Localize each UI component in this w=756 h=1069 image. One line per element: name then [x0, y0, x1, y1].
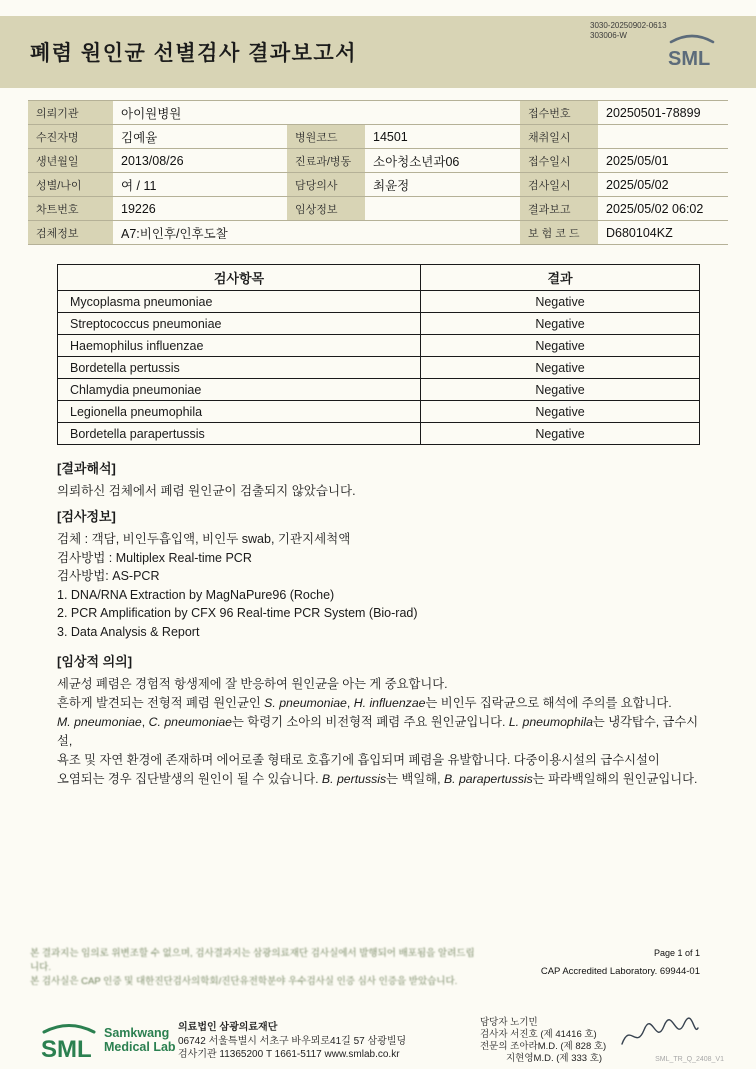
cap-accreditation: CAP Accredited Laboratory. 69944-01	[540, 966, 700, 977]
results-header-row	[58, 265, 700, 291]
staff-manager: 담당자 노기민	[480, 1017, 538, 1028]
section-interpretation	[57, 458, 707, 501]
staff-specialist-1: 전문의 조아라M.D. (제 828 호)	[480, 1041, 607, 1052]
info-value-clinical-info	[365, 197, 520, 220]
info-label-patient-name: 수진자명	[28, 125, 113, 148]
info-value-physician: 최윤정	[373, 178, 410, 193]
footnote-line-2: 본 검사실은 CAP 인증 및 대한진단검사의학회/진단유전학분야 우수검사실 인증 심사 인증을 받았습니다.	[30, 976, 458, 987]
info-value-referring-org: 아이원병원	[121, 106, 182, 121]
info-value-birth-date: 2013/08/26	[121, 153, 184, 168]
signature-scribble	[618, 1014, 702, 1061]
interpretation-heading: [결과해석]	[57, 461, 116, 476]
result-value: Negative	[421, 335, 700, 357]
info-label-test-date: 검사일시	[520, 173, 598, 196]
info-label-clinical-info: 임상정보	[287, 197, 365, 220]
info-row	[28, 221, 728, 245]
result-row	[58, 379, 700, 401]
certification-footnote	[30, 947, 480, 989]
result-row	[58, 313, 700, 335]
info-label-receipt-date: 접수일시	[520, 149, 598, 172]
info-label-report-time: 결과보고	[520, 197, 598, 220]
info-value-test-date: 2025/05/02	[606, 177, 669, 192]
patient-info-table	[28, 100, 728, 245]
column-header-result: 결과	[421, 265, 700, 291]
info-value-department: 소아청소년과06	[373, 154, 460, 169]
clinical-line: M. pneumoniae, C. pneumoniae는 학령기 소아의 비전형적 폐렴 주요 원인균입니다. L. pneumophila는 냉각탑수, 급수시설,	[57, 715, 699, 748]
footer-address-block	[178, 1021, 406, 1062]
result-value: Negative	[421, 401, 700, 423]
test-info-line: 1. DNA/RNA Extraction by MagNaPure96 (Roche)	[57, 587, 335, 602]
organism-name: Streptococcus pneumoniae	[58, 313, 421, 335]
staff-specialist-2: 지현영M.D. (제 333 호)	[506, 1053, 603, 1064]
info-value-report-time: 2025/05/02 06:02	[606, 201, 704, 216]
clinical-line: 흔하게 발견되는 전형적 폐렴 원인균인 S. pneumoniae, H. influenzae는 비인두 집락균으로 해석에 주의를 요합니다.	[57, 696, 672, 710]
result-value: Negative	[421, 423, 700, 445]
document-code-1: 3030-20250902-0613	[590, 21, 667, 30]
organism-name: Haemophilus influenzae	[58, 335, 421, 357]
page-title: 폐렴 원인균 선별검사 결과보고서	[30, 42, 358, 65]
info-value-patient-name: 김예율	[121, 130, 158, 145]
footer-logo-name	[104, 1026, 176, 1054]
test-info-heading: [검사정보]	[57, 509, 116, 524]
info-label-accession-no: 접수번호	[520, 101, 598, 124]
document-codes	[590, 21, 667, 41]
info-value-hospital-code: 14501	[373, 129, 408, 144]
info-label-collection-time: 채취일시	[520, 125, 598, 148]
info-row	[28, 149, 728, 173]
document-code-2: 303006-W	[590, 31, 627, 40]
header-band	[0, 16, 756, 88]
info-label-chart-no: 차트번호	[28, 197, 113, 220]
info-value-accession-no: 20250501-78899	[606, 105, 701, 120]
clinical-line: 오염되는 경우 집단발생의 원인이 될 수 있습니다. B. pertussis는 백일해, B. parapertussis는 파라백일해의 원인균입니다.	[57, 772, 698, 786]
organism-name: Bordetella parapertussis	[58, 423, 421, 445]
section-clinical-significance	[57, 651, 707, 789]
result-row	[58, 357, 700, 379]
organism-name: Chlamydia pneumoniae	[58, 379, 421, 401]
info-label-specimen: 검체정보	[28, 221, 113, 244]
result-value: Negative	[421, 357, 700, 379]
clinical-heading: [임상적 의의]	[57, 654, 133, 669]
info-label-insurance-code: 보험코드	[520, 221, 598, 244]
result-row	[58, 291, 700, 313]
page-number: Page 1 of 1	[653, 948, 700, 958]
svg-text:SML: SML	[41, 1036, 92, 1063]
test-info-line: 검체 : 객담, 비인두흡입액, 비인두 swab, 기관지세척액	[57, 532, 351, 546]
svg-text:SML: SML	[668, 48, 711, 70]
info-row	[28, 125, 728, 149]
info-value-receipt-date: 2025/05/01	[606, 153, 669, 168]
info-label-hospital-code: 병원코드	[287, 125, 365, 148]
info-value-collection-time	[598, 125, 728, 148]
organization-name: 의료법인 삼광의료재단	[178, 1022, 278, 1033]
clinical-line: 욕조 및 자연 환경에 존재하며 에어로졸 형태로 호흡기에 흡입되며 폐렴을 유발합니다. 다중이용시설의 급수시설이	[57, 753, 660, 767]
footnote-line-1: 본 결과지는 임의로 위변조할 수 없으며, 검사결과지는 삼광의료재단 검사실에서 발행되어 배포됨을 알려드립니다.	[30, 948, 475, 973]
organism-name: Legionella pneumophila	[58, 401, 421, 423]
footer-logo-name-line1: Samkwang	[104, 1026, 170, 1040]
test-info-line: 3. Data Analysis & Report	[57, 624, 200, 639]
staff-tester: 검사자 서진호 (제 41416 호)	[480, 1029, 597, 1040]
test-info-line: 2. PCR Amplification by CFX 96 Real-time PCR System (Bio-rad)	[57, 606, 418, 620]
footer-staff-block	[480, 1017, 606, 1065]
info-label-sex-age: 성별/나이	[28, 173, 113, 196]
test-info-line: 검사방법 : Multiplex Real-time PCR	[57, 550, 252, 565]
organization-address: 06742 서울특별시 서초구 바우뫼로41길 57 삼광빌딩	[178, 1035, 407, 1047]
results-table	[57, 264, 700, 445]
organism-name: Mycoplasma pneumoniae	[58, 291, 421, 313]
section-test-info	[57, 506, 707, 641]
result-row	[58, 423, 700, 445]
organization-contact: 검사기관 11365200 T 1661-5117 www.smlab.co.kr	[178, 1049, 400, 1060]
info-label-birth-date: 생년월일	[28, 149, 113, 172]
result-value: Negative	[421, 379, 700, 401]
result-value: Negative	[421, 291, 700, 313]
interpretation-text: 의뢰하신 검체에서 폐렴 원인균이 검출되지 않았습니다.	[57, 484, 356, 498]
info-label-referring-org: 의뢰기관	[28, 101, 113, 124]
info-value-sex-age: 여 / 11	[121, 178, 157, 193]
test-info-line: 검사방법: AS-PCR	[57, 569, 160, 583]
sml-footer-logo-icon	[38, 1018, 102, 1069]
organism-name: Bordetella pertussis	[58, 357, 421, 379]
form-document-id: SML_TR_Q_2408_V1	[655, 1056, 724, 1063]
footer-logo-name-line2: Medical Lab	[104, 1040, 176, 1054]
info-row	[28, 173, 728, 197]
info-row	[28, 197, 728, 221]
info-value-insurance-code: D680104KZ	[606, 225, 673, 240]
info-value-specimen: A7:비인후/인후도찰	[121, 226, 228, 241]
info-row	[28, 101, 728, 125]
column-header-test-item: 검사항목	[58, 265, 421, 291]
sml-logo-icon	[666, 29, 718, 78]
info-label-physician: 담당의사	[287, 173, 365, 196]
info-value-chart-no: 19226	[121, 201, 156, 216]
info-label-department: 진료과/병동	[287, 149, 365, 172]
result-row	[58, 401, 700, 423]
result-value: Negative	[421, 313, 700, 335]
result-row	[58, 335, 700, 357]
clinical-line: 세균성 폐렴은 경험적 항생제에 잘 반응하여 원인균을 아는 게 중요합니다.	[57, 677, 448, 691]
